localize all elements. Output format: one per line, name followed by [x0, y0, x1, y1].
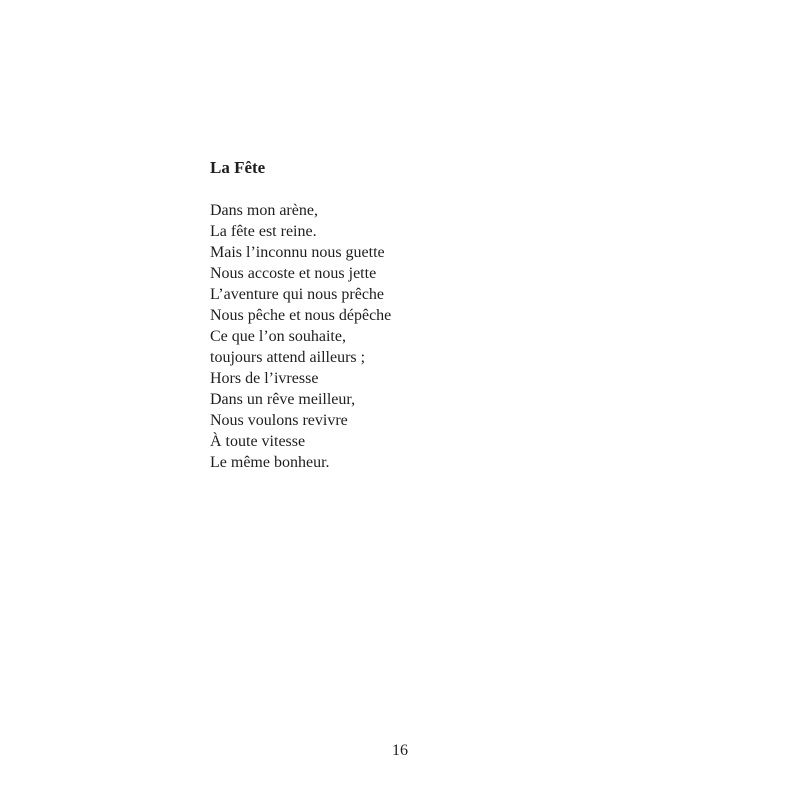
- poem-line: Hors de l’ivresse: [210, 370, 319, 387]
- poem-line: Ce que l’on souhaite,: [210, 328, 346, 345]
- poem-line: Le même bonheur.: [210, 454, 330, 471]
- poem-body: [210, 200, 391, 473]
- poem-line: toujours attend ailleurs ;: [210, 349, 366, 366]
- poem-line: Nous accoste et nous jette: [210, 265, 377, 282]
- page-number: 16: [392, 742, 408, 759]
- poem-line: Dans mon arène,: [210, 202, 318, 219]
- poem-line: Nous pêche et nous dépêche: [210, 307, 392, 324]
- poem-line: À toute vitesse: [210, 433, 306, 450]
- poem-title: La Fête: [210, 158, 266, 177]
- poem-line: Mais l’inconnu nous guette: [210, 244, 385, 261]
- poem-line: Nous voulons revivre: [210, 412, 348, 429]
- poem-line: La fête est reine.: [210, 223, 317, 240]
- poem-line: Dans un rêve meilleur,: [210, 391, 356, 408]
- poem-line: L’aventure qui nous prêche: [210, 286, 385, 303]
